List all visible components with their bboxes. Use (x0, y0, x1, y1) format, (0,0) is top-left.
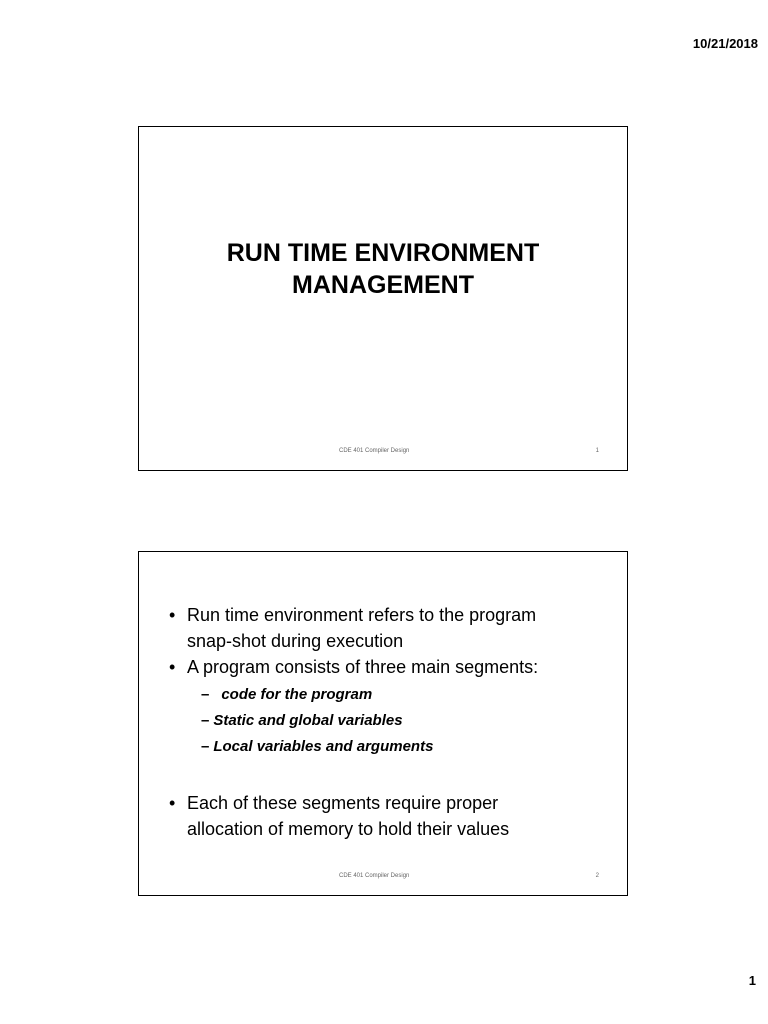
footer-course-name: CDE 401 Compiler Design (339, 873, 410, 879)
sub-bullet-item (201, 682, 607, 708)
bullet-marker: • (169, 605, 176, 625)
bullet-marker: • (169, 793, 176, 813)
slide-number: 2 (595, 873, 599, 879)
slide-footer (139, 873, 627, 883)
sub-bullet-dash: – (201, 712, 210, 729)
footer-course-name: CDE 401 Compiler Design (339, 448, 410, 454)
sub-bullet-dash: – (201, 686, 210, 703)
sub-bullet-item (201, 734, 607, 760)
bullet-item (167, 602, 607, 654)
bullet-item (167, 790, 607, 842)
print-date: 10/21/2018 (692, 36, 758, 51)
page-number: 1 (748, 973, 756, 988)
bullet-item (167, 654, 607, 760)
slide-number: 1 (595, 448, 599, 454)
slide-title-line-2: MANAGEMENT (292, 271, 474, 299)
bullet-text-line: snap-shot during execution (187, 631, 404, 651)
bullet-marker: • (169, 657, 176, 677)
sub-bullet-dash: – (201, 738, 210, 755)
bullet-text-line: Each of these segments require proper (187, 793, 499, 813)
bullet-list (167, 602, 607, 842)
sub-bullet-list (187, 682, 607, 760)
slide-footer (139, 448, 627, 458)
sub-bullet-item (201, 708, 607, 734)
slide-1 (138, 126, 628, 471)
slide-title (139, 237, 627, 301)
sub-bullet-text: Local variables and arguments (213, 738, 434, 755)
sub-bullet-text: code for the program (221, 686, 373, 703)
bullet-text-line: Run time environment refers to the program (187, 605, 537, 625)
bullet-text-line: A program consists of three main segments: (187, 657, 539, 677)
bullet-text-line: allocation of memory to hold their values (187, 819, 510, 839)
slide-2 (138, 551, 628, 896)
sub-bullet-text: Static and global variables (213, 712, 403, 729)
slide-title-line-1: RUN TIME ENVIRONMENT (226, 239, 540, 267)
